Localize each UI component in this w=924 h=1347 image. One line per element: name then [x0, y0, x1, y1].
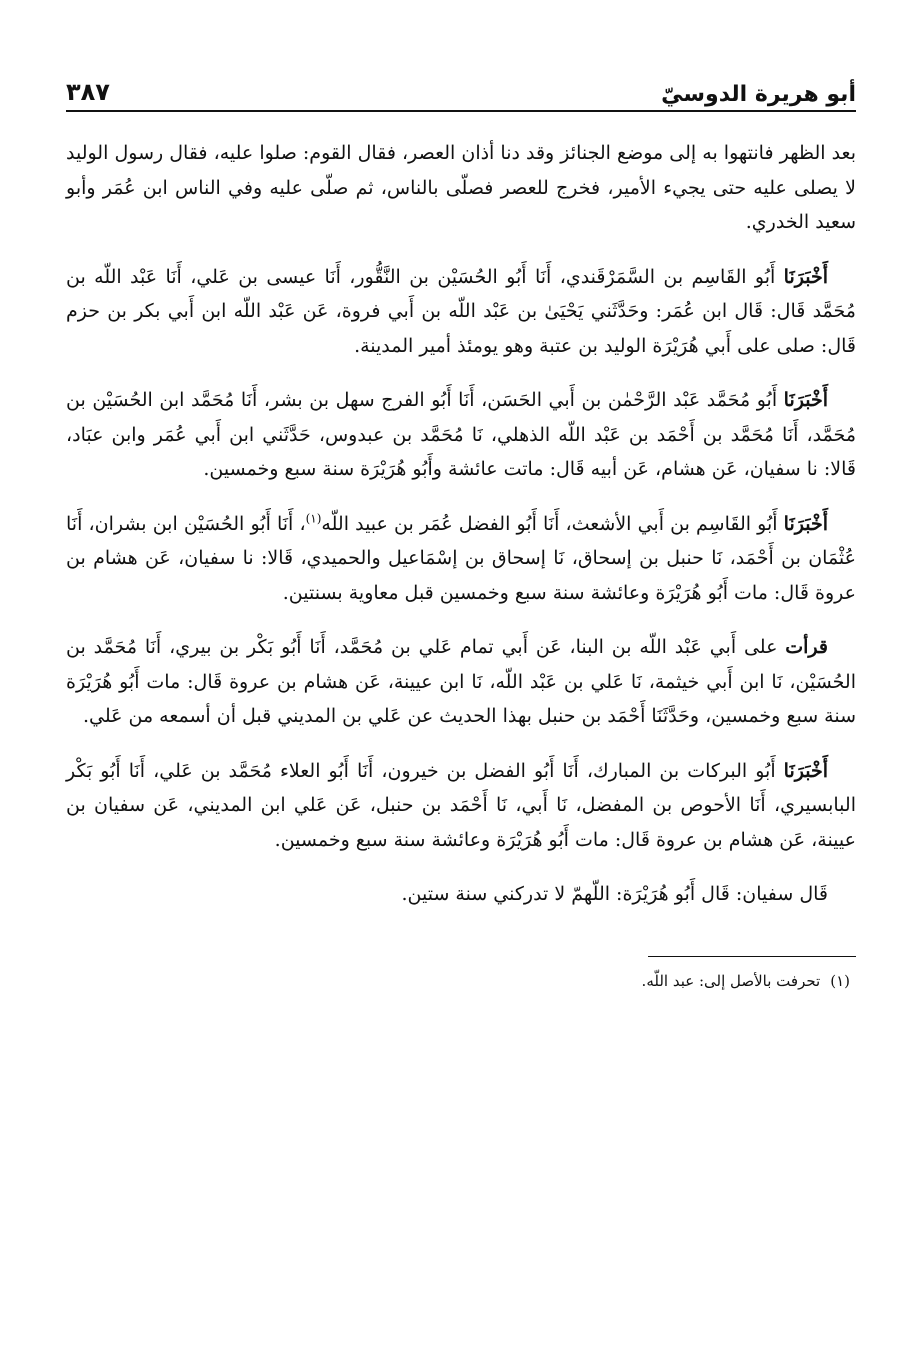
paragraph-3: [66, 383, 856, 487]
paragraph-text: أَبُو مُحَمَّد عَبْد الرَّحْمٰن بن أَبي الحَسَن، أَنَا أَبُو الفرج سهل بن بشر، أَنَا مُحَمَّد ابن الحُسَيْن بن مُحَمَّد، أَنَا مُحَمَّد بن أَحْمَد بن عَبْد اللّه الذهلي، نَا مُحَمَّد بن عبدوس، حَدَّثَني ابن أَبي عُمَر وابن عبَاد، قَالا: نا سفيان، عَن هشام، عَن أبيه قَال: ماتت عائشة وأَبُو هُرَيْرَة سنة سبع وخمسين.: [66, 389, 856, 480]
paragraph-4: [66, 507, 856, 611]
footnote-reference[interactable]: (١): [305, 511, 322, 526]
paragraph-text: قَال سفيان: قَال أَبُو هُرَيْرَة: اللّهمّ لا تدركني سنة ستين.: [401, 883, 828, 905]
paragraph-lead: قرأت: [785, 636, 828, 658]
paragraph-6: [66, 754, 856, 858]
paragraph-7: [66, 877, 856, 912]
paragraph-text: أَبُو البركات بن المبارك، أَنَا أَبُو الفضل بن خيرون، أَنَا أَبُو العلاء مُحَمَّد بن عَلي، أَنَا أَبُو بَكْر البابسيري، أَنَا الأحوص بن المفضل، نَا أَبي، نَا أَحْمَد بن حنبل، عَن عَلي ابن المديني، عَن سفيان بن عيينة، عَن هشام بن عروة قَال: مات أَبُو هُرَيْرَة وعائشة سنة سبع وخمسين.: [66, 759, 856, 851]
paragraph-lead: أَخْبَرَنَا: [783, 512, 828, 535]
paragraph-text: ، أَنَا أَبُو الحُسَيْن ابن بشران، أَنَا عُثْمَان بن أَحْمَد، نَا حنبل بن إسحاق، نَا إسحاق بن إسْمَاعيل والحميدي، قَالا: نا سفيان، عَن هشام بن عروة قَال: مات أَبُو هُرَيْرَة وعائشة سنة سبع وخمسين قبل معاوية بسنتين.: [66, 512, 856, 604]
running-title: أبو هريرة الدوسيّ: [661, 82, 856, 107]
paragraph-text: بعد الظهر فانتهوا به إلى موضع الجنائز وقد دنا أذان العصر، فقال القوم: صلوا عليه، فقال رسول الوليد لا يصلى عليه حتى يجيء الأمير، فخرج للعصر فصلّى بالناس، ثم صلّى عليه وفي الناس ابن عُمَر وأبو سعيد الخدري.: [66, 142, 856, 233]
footnote-text: تحرفت بالأصل إلى: عبد اللّه.: [641, 971, 821, 990]
page-header: [66, 62, 856, 112]
book-page: [66, 62, 856, 993]
body-text: [66, 136, 856, 912]
footnote-divider: [648, 956, 856, 957]
paragraph-text: على أَبي عَبْد اللّه بن البنا، عَن أَبي تمام عَلي بن مُحَمَّد، أَنَا أَبُو بَكْر بن بيري، أَنَا مُحَمَّد بن الحُسَيْن، نَا ابن أَبي خيثمة، نَا عَلي بن عَبْد اللّه، نَا ابن عيينة، عَن هشام بن عروة قَال: مات أَبُو هُرَيْرَة سنة سبع وخمسين، وحَدَّثَنَا أَحْمَد بن حنبل بهذا الحديث عن عَلي بن المديني قبل أن أسمعه من عَلي.: [66, 636, 856, 727]
paragraph-lead: أَخْبَرَنَا: [783, 759, 828, 782]
footnote-number: (١): [830, 971, 850, 990]
page-number: ٣٨٧: [66, 78, 110, 106]
paragraph-2: [66, 260, 856, 364]
paragraph-lead: أَخْبَرَنَا: [783, 265, 828, 288]
paragraph-1: [66, 136, 856, 240]
footnote: [66, 969, 856, 993]
paragraph-text: أَبُو القَاسِم بن السَّمَرْقَندي، أَنَا أَبُو الحُسَيْن بن النَّقُّور، أَنَا عيسى بن عَلي، أَنَا عَبْد اللّه بن مُحَمَّد قَال: قَال ابن عُمَر: وحَدَّثَني يَحْيَىٰ بن عَبْد اللّه بن أَبي فروة، عَن عَبْد اللّه ابن أَبي بكر بن حزم قَال: صلى على أَبي هُرَيْرَة الوليد بن عتبة وهو يومئذ أمير المدينة.: [66, 265, 856, 357]
paragraph-5: [66, 630, 856, 734]
paragraph-text-before-ref: أَبُو القَاسِم بن أَبي الأشعث، أَنَا أَبُو الفضل عُمَر بن عبيد اللّه: [321, 512, 784, 535]
paragraph-lead: أَخْبَرَنَا: [783, 389, 828, 411]
